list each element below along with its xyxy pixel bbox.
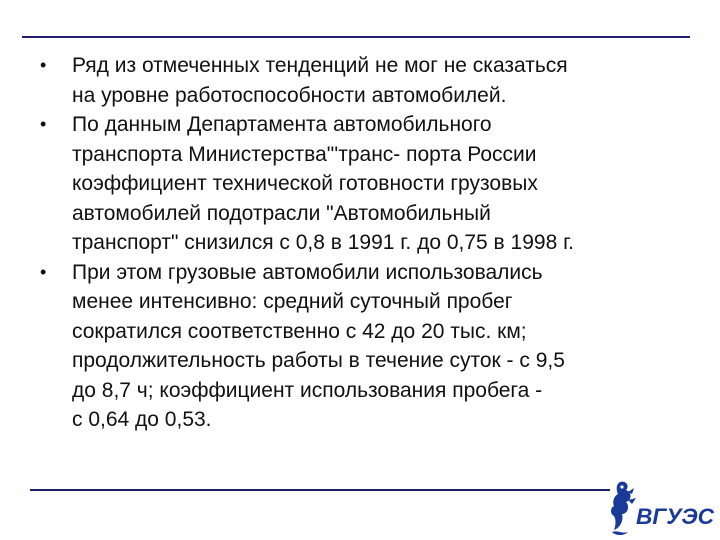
bullet-line: менее интенсивно: средний суточный пробег bbox=[72, 290, 513, 313]
seahorse-emblem-icon bbox=[611, 482, 636, 535]
slide-body bbox=[36, 51, 696, 435]
bullet-line: продолжительность работы в течение суток - с 9,5 bbox=[72, 349, 565, 372]
bullet-dot: • bbox=[40, 114, 47, 134]
bullet-item-1 bbox=[36, 51, 696, 110]
bullet-dot: • bbox=[40, 261, 47, 282]
bottom-divider bbox=[30, 489, 610, 491]
bullet-item-2 bbox=[36, 110, 696, 258]
top-divider bbox=[22, 36, 690, 38]
bullet-line: Ряд из отмеченных тенденций не мог не сказаться bbox=[72, 54, 568, 77]
university-logo bbox=[606, 478, 718, 538]
bullet-item-3 bbox=[36, 258, 696, 435]
bullet-line: с 0,64 до 0,53. bbox=[72, 408, 212, 431]
bullet-line: При этом грузовые автомобили использовались bbox=[72, 260, 543, 284]
bullet-line: транспорта Министерства"'транс- порта России bbox=[72, 142, 537, 166]
bullet-line: коэффициент технической готовности грузовых bbox=[72, 172, 538, 195]
bullet-line: транспорт" снизился с 0,8 в 1991 г. до 0,75 в 1998 г. bbox=[72, 231, 575, 254]
logo-text: ВГУЭС bbox=[636, 504, 716, 529]
bullet-line: По данным Департамента автомобильного bbox=[72, 113, 492, 136]
bullet-list bbox=[36, 51, 696, 435]
bullet-line: автомобилей подотрасли "Автомобильный bbox=[72, 201, 491, 225]
bullet-line: сократился соответственно с 42 до 20 тыс. км; bbox=[72, 319, 527, 343]
bullet-line: до 8,7 ч; коэффициент использования пробега - bbox=[72, 378, 543, 402]
bullet-line: на уровне работоспособности автомобилей. bbox=[72, 83, 507, 107]
bullet-dot: • bbox=[40, 55, 47, 75]
